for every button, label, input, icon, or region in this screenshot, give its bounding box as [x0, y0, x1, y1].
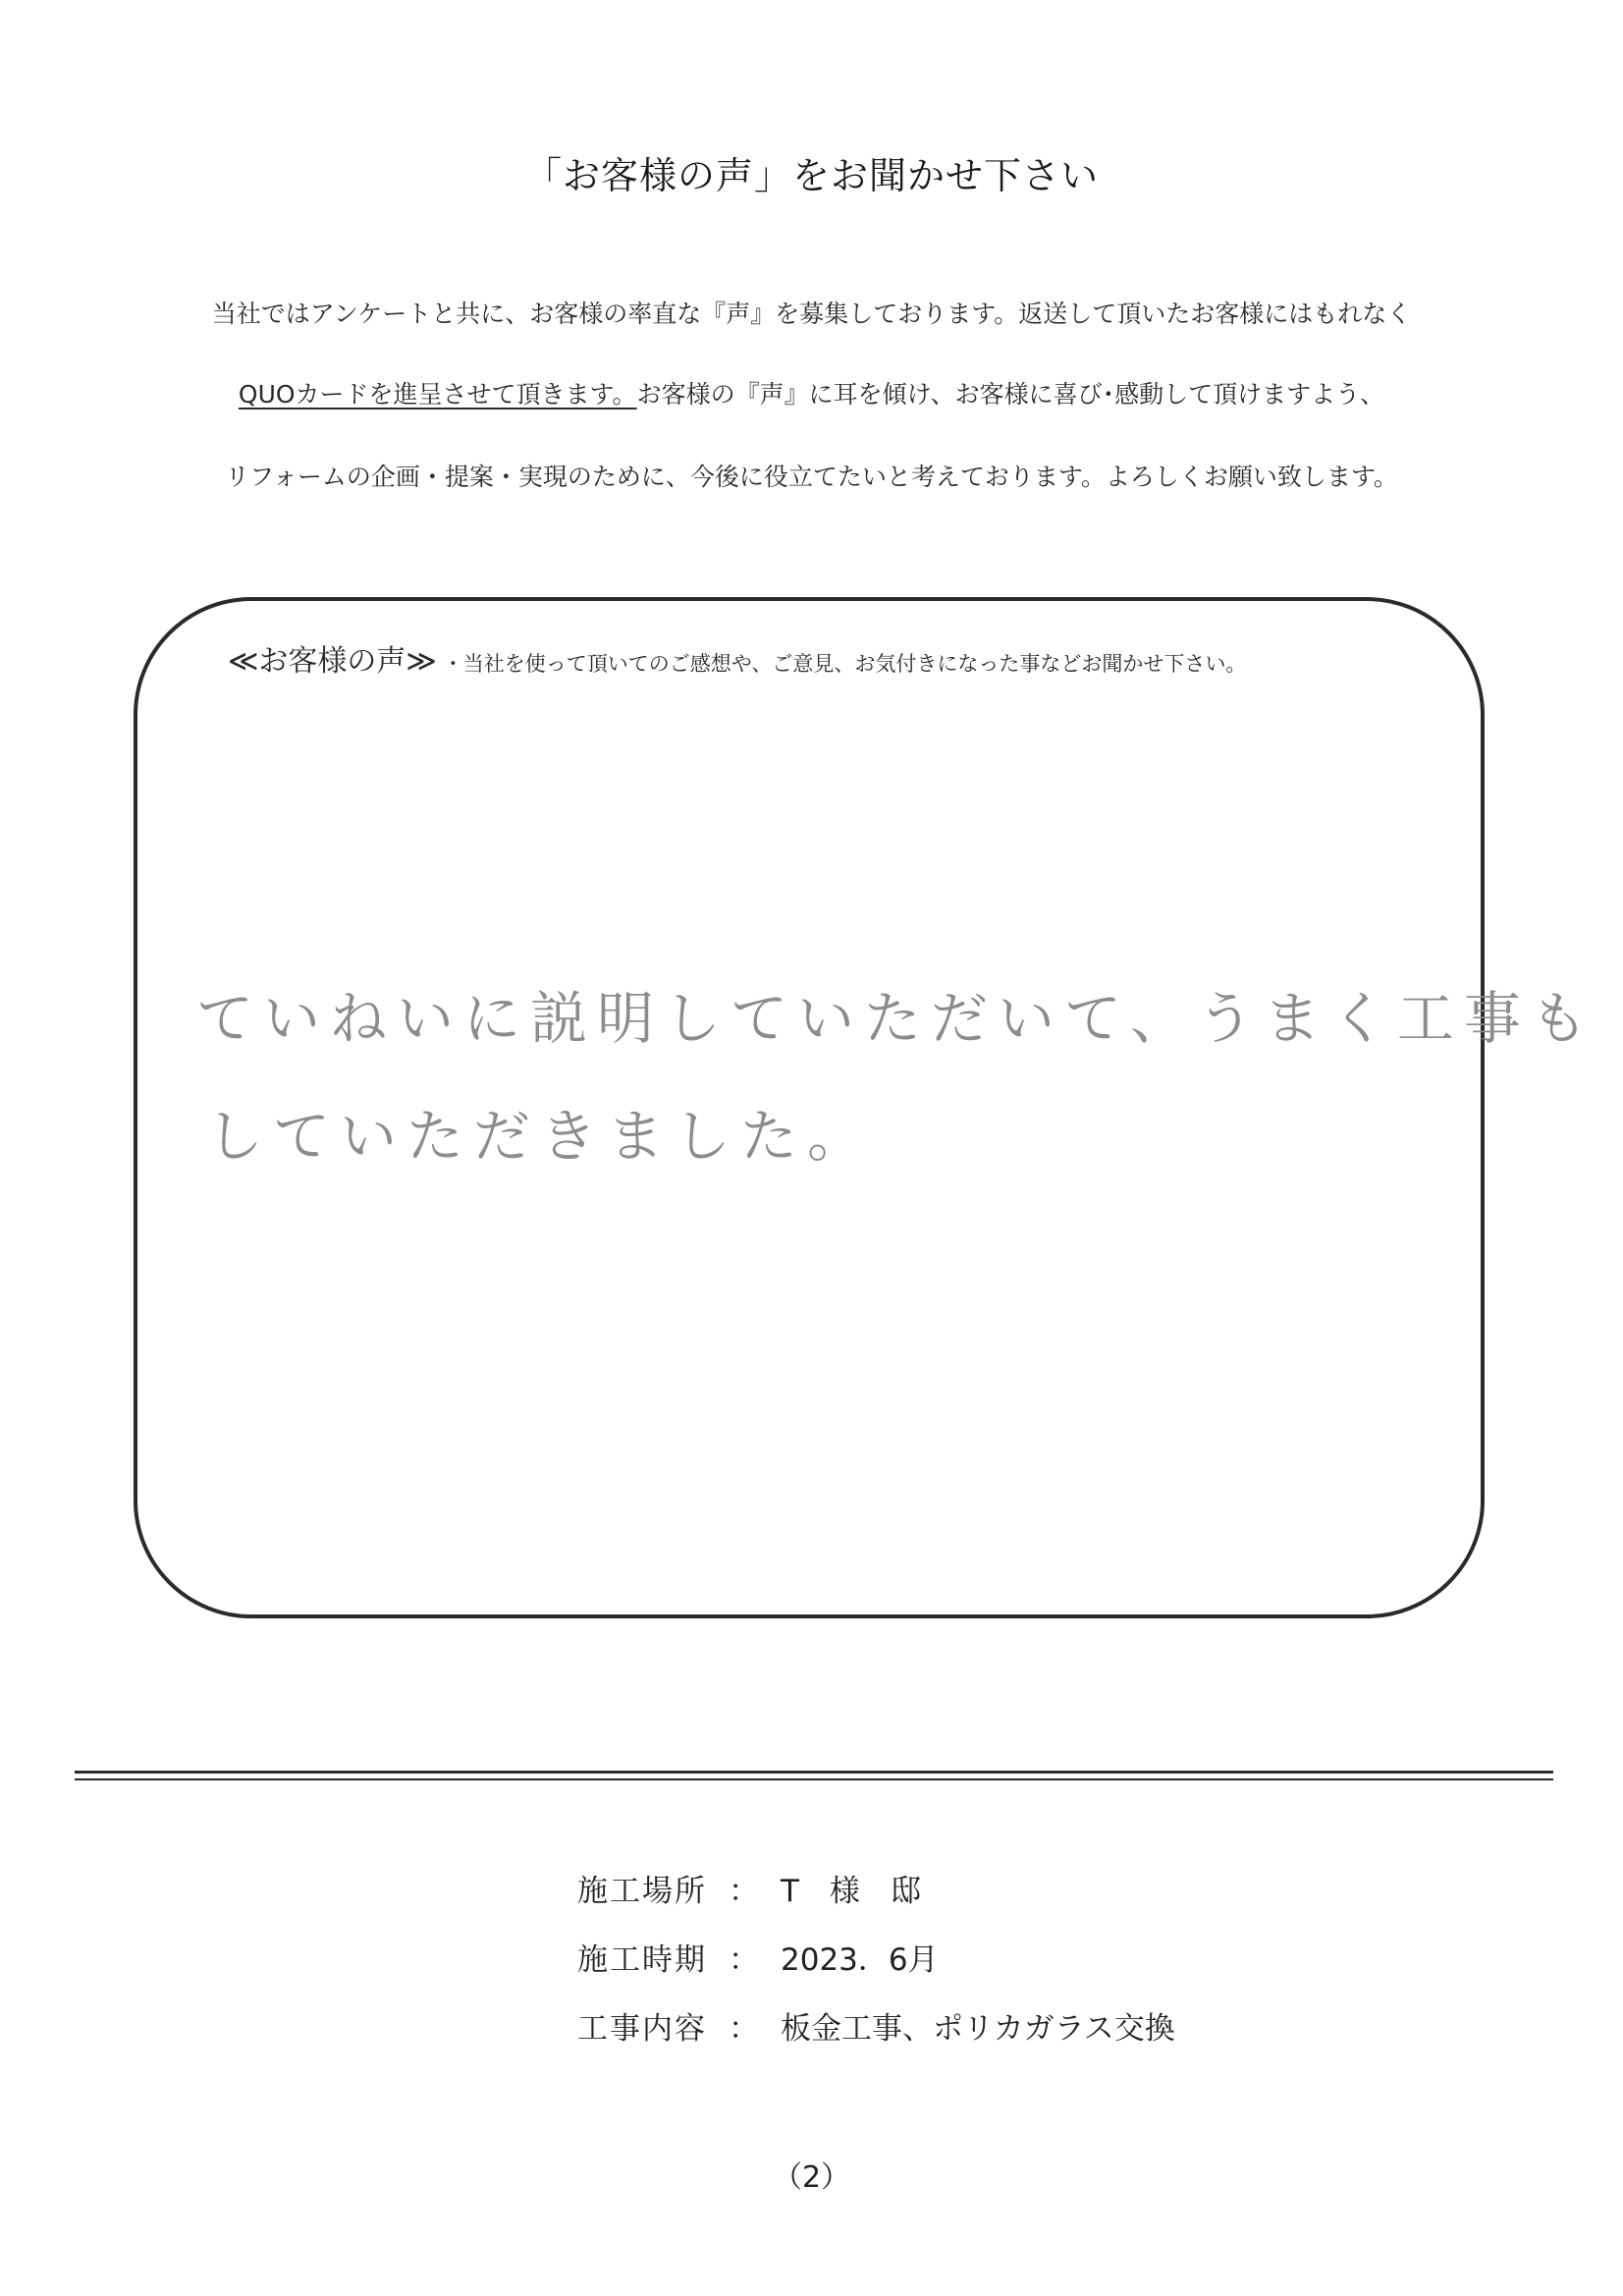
period-label: 施工時期: [577, 1942, 707, 1978]
work-label: 工事内容: [577, 2011, 707, 2047]
intro-line-3: リフォームの企画・提案・実現のために、今後に役立てたいと考えております。よろしくお願い致します。: [225, 463, 1398, 491]
intro-line-1: 当社ではアンケートと共に、お客様の率直な『声』を募集しております。返送して頂いたお客様にはもれなく: [211, 300, 1412, 328]
page-title: 「お客様の声」をお聞かせ下さい: [523, 154, 1099, 197]
location-separator: ：: [729, 1874, 759, 1909]
divider-rule-thick: [75, 1771, 1553, 1774]
intro-line-2: [0, 375, 1623, 410]
voice-box-label: ≪お客様の声≫: [228, 644, 437, 679]
info-row-work: [577, 2003, 1175, 2048]
work-separator: ：: [729, 2011, 759, 2047]
location-value: T 様 邸: [781, 1874, 921, 1909]
voice-box-prompt: ・当社を使って頂いてのご感想や、ご意見、お気付きになった事などお聞かせ下さい。: [442, 652, 1247, 676]
quo-card-underlined-text: QUOカードを進呈させて頂きます。: [238, 380, 637, 409]
voice-box-heading: [228, 636, 1246, 680]
info-row-location: [577, 1866, 921, 1910]
page-number: （2）: [772, 2160, 851, 2195]
handwritten-comment-line-2: していただきました。: [206, 1103, 875, 1170]
period-separator: ：: [729, 1942, 759, 1978]
period-value: 2023．6月: [781, 1942, 939, 1978]
divider-rule-thin: [75, 1778, 1553, 1780]
intro-line-2-rest: お客様の『声』に耳を傾け、お客様に喜び･感動して頂けますよう、: [636, 380, 1385, 409]
work-value: 板金工事、ポリカガラス交換: [781, 2011, 1175, 2047]
location-label: 施工場所: [577, 1874, 707, 1909]
info-row-period: [577, 1935, 939, 1979]
handwritten-comment-line-1: ていねいに説明していただいて、うまく工事も: [196, 985, 1597, 1052]
